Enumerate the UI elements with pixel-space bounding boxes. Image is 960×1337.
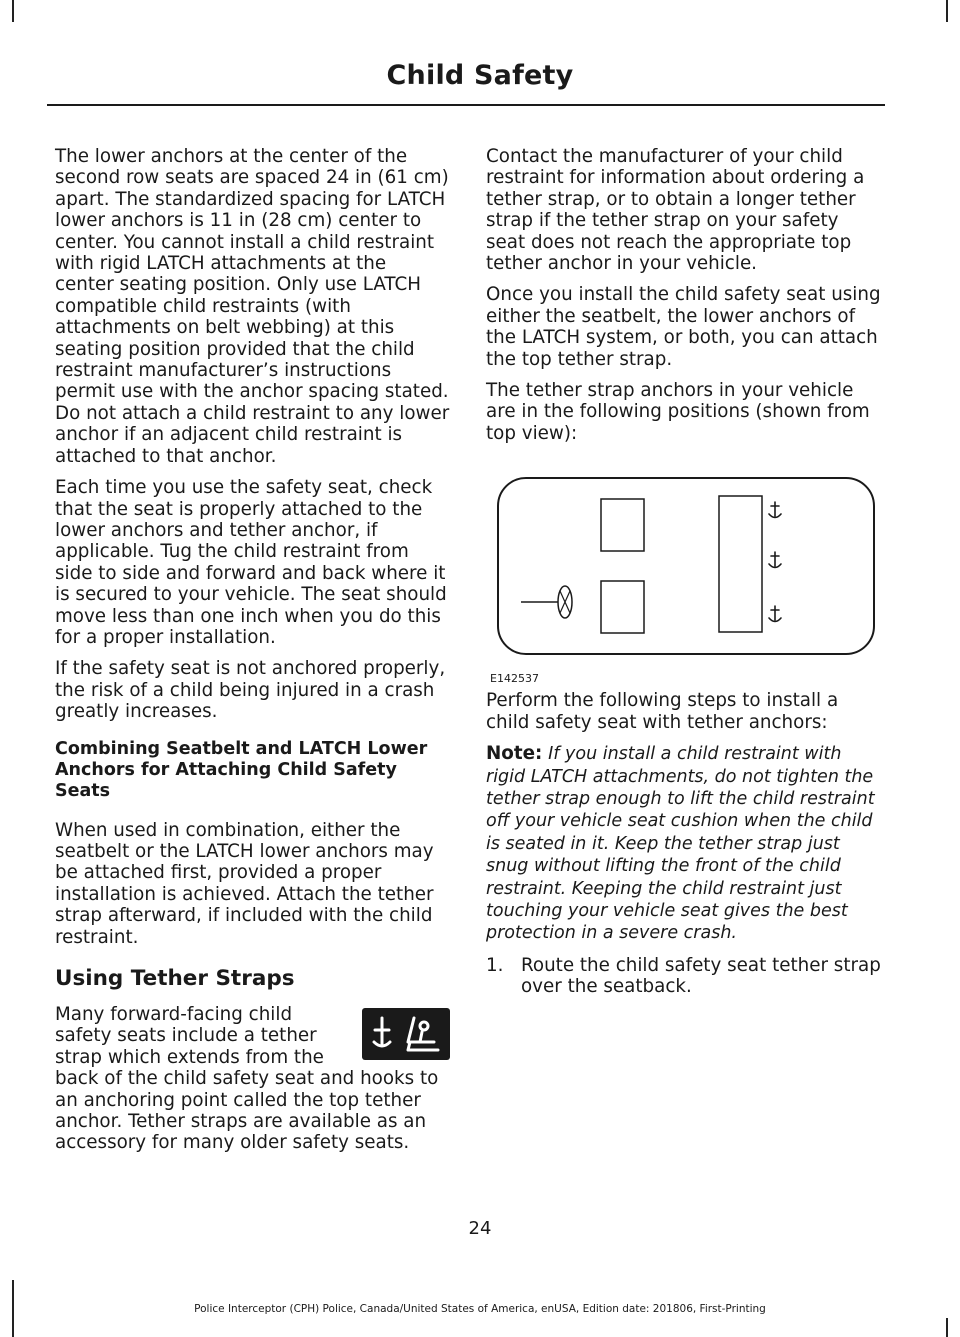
note-label: Note: (486, 743, 543, 765)
header-rule (47, 104, 885, 106)
paragraph: The tether strap anchors in your vehicle are in the following positions (shown from top view): (486, 380, 870, 444)
tether-anchor-diagram (486, 460, 881, 690)
section-heading: Using Tether Straps (55, 966, 295, 991)
child-seat-tether-icon (362, 1008, 450, 1060)
list-item (486, 955, 881, 998)
paragraph: Many forward-facing child safety seats include a tether strap which extends from the back of the child safety seat and hooks to an anchoring point called the top tether anchor. Tether straps are available as an accessory for many older safety seats. (55, 1004, 439, 1154)
note-body: If you install a child restraint with rigid LATCH attachments, do not tighten the tether strap enough to lift the child restraint off your vehicle seat cushion when the child is seated in it. Keep the tether strap just snug without lifting the front of the child restraint. Keeping the child restraint just touching your vehicle seat gives the best protection in a severe crash. (486, 744, 875, 944)
steps-list (486, 955, 881, 998)
left-column (55, 146, 450, 1164)
paragraph: Each time you use the safety seat, check that the seat is properly attached to the lower anchors and tether anchor, if applicable. Tug the child restraint from side to side and forward and back where it is secured to your vehicle. The seat should move less than one inch when you do this for a proper installation. (55, 477, 447, 648)
crop-mark (946, 0, 948, 22)
paragraph: If the safety seat is not anchored properly, the risk of a child being injured in a crash greatly increases. (55, 658, 446, 723)
paragraph: The lower anchors at the center of the second row seats are spaced 24 in (61 cm) apart. The standardized spacing for LATCH lower anchors is 11 in (28 cm) center to center. You cannot install a child restraint with rigid LATCH attachments at the center seating position. Only use LATCH compatible child restraints (with attachments on belt webbing) at this seating position provided that the child restraint manufacturer’s instructions permit use with the anchor spacing stated. Do not attach a child restraint to any lower anchor if an adjacent child restraint is attached to that anchor. (55, 146, 450, 467)
section-heading: Combining Seatbelt and LATCH Lower Anchors for Attaching Child Safety Seats (55, 738, 428, 801)
step-number: 1. (486, 954, 504, 976)
vehicle-top-view-illustration (486, 460, 881, 660)
step-text: Route the child safety seat tether strap over the seatback. (521, 954, 881, 998)
crop-mark (946, 1318, 948, 1337)
crop-mark (12, 0, 14, 22)
note (486, 743, 881, 945)
right-column (486, 146, 881, 998)
footer-text: Police Interceptor (CPH) Police, Canada/United States of America, enUSA, Edition date: 201806, First-Printing (194, 1303, 766, 1315)
page-number: 24 (468, 1218, 492, 1239)
paragraph: Once you install the child safety seat using either the seatbelt, the lower anchors of the LATCH system, or both, you can attach the top tether strap. (486, 284, 881, 370)
paragraph: Contact the manufacturer of your child restraint for information about ordering a tether strap, or to obtain a longer tether strap if the tether strap on your safety seat does not reach the appropriate top tether anchor in your vehicle. (486, 146, 865, 275)
paragraph: Perform the following steps to install a child safety seat with tether anchors: (486, 690, 839, 733)
figure-id: E142537 (490, 672, 539, 686)
page-title: Child Safety (386, 60, 574, 91)
paragraph: When used in combination, either the seatbelt or the LATCH lower anchors may be attached first, provided a proper installation is achieved. Attach the tether strap afterward, if included with the child restraint. (55, 819, 434, 948)
